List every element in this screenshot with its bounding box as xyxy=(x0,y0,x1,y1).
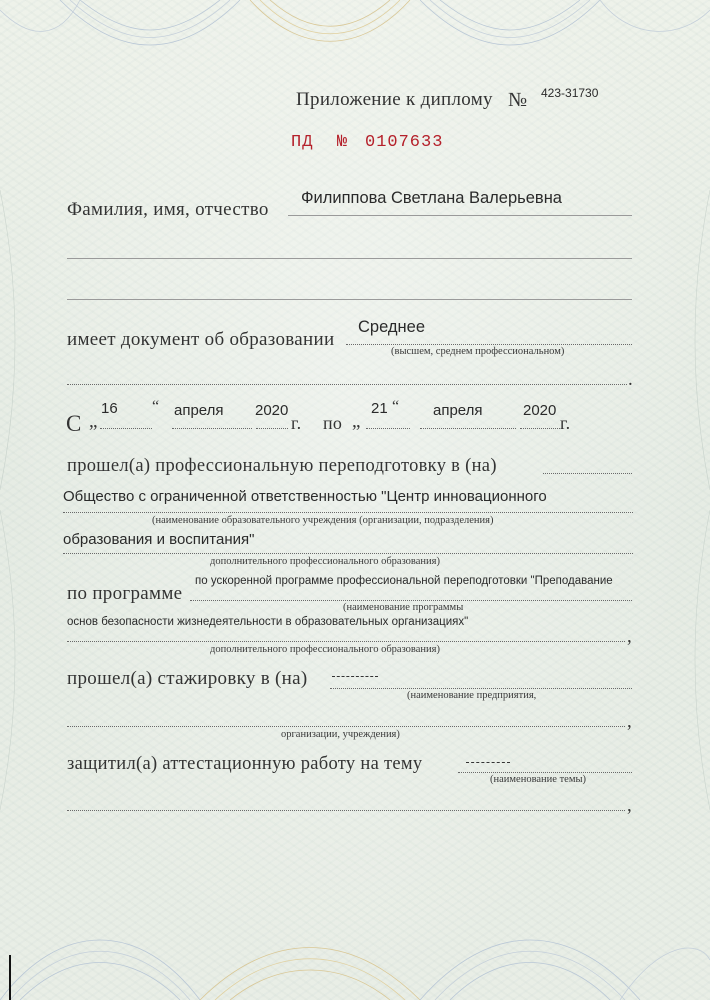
full-name-line-2 xyxy=(67,258,632,259)
full-name-underline xyxy=(288,215,632,216)
full-name-label: Фамилия, имя, отчество xyxy=(67,199,269,220)
date-from-year-underline xyxy=(256,428,288,429)
program-line-2: основ безопасности жизнедеятельности в образовательных организациях" xyxy=(67,616,469,628)
date-to-year: 2020 xyxy=(523,402,557,419)
thesis-trailing-comma: , xyxy=(627,795,633,816)
date-from-day-underline xyxy=(100,428,152,429)
date-from-month-underline xyxy=(172,428,252,429)
serial-label: ПД xyxy=(291,133,314,152)
diploma-number: 423-31730 xyxy=(541,86,599,100)
full-name-value: Филиппова Светлана Валерьевна xyxy=(301,189,562,207)
date-to-month: апреля xyxy=(433,402,483,419)
date-to-day: 21 xyxy=(371,400,388,417)
retraining-org-underline-2 xyxy=(63,553,633,554)
date-from-open-quote: „ xyxy=(89,411,98,432)
date-from-day: 16 xyxy=(101,400,118,417)
date-from-label: С xyxy=(66,411,82,436)
serial-number-sign: № xyxy=(337,133,349,152)
retraining-label: прошел(а) профессиональную переподготовку в (на) xyxy=(67,456,497,476)
date-from-close-quote: “ xyxy=(152,398,160,415)
number-sign: № xyxy=(508,89,528,111)
date-from-year: 2020 xyxy=(255,402,289,419)
thesis-line-2 xyxy=(67,810,625,811)
retraining-underline xyxy=(543,473,632,474)
date-from-month: апреля xyxy=(174,402,224,419)
date-to-open-quote: „ xyxy=(352,411,361,432)
education-period: . xyxy=(628,369,634,390)
education-underline xyxy=(346,344,632,345)
program-underline-1 xyxy=(190,600,632,601)
retraining-org-line-2: образования и воспитания" xyxy=(63,531,255,548)
guilloche-top-decoration xyxy=(0,0,710,90)
retraining-org-underline-1 xyxy=(63,512,633,513)
thesis-empty-dash xyxy=(466,762,510,763)
date-to-day-underline xyxy=(366,428,410,429)
internship-label: прошел(а) стажировку в (на) xyxy=(67,668,308,689)
date-to-year-underline xyxy=(520,428,560,429)
date-from-year-suffix: г. xyxy=(291,413,302,433)
internship-hint-2: организации, учреждения) xyxy=(281,729,400,740)
education-label: имеет документ об образовании xyxy=(67,329,335,350)
internship-underline xyxy=(330,688,632,689)
retraining-org-hint-2: дополнительного профессионального образования) xyxy=(210,556,440,567)
date-to-month-underline xyxy=(420,428,516,429)
date-to-year-suffix: г. xyxy=(560,413,571,433)
guilloche-bottom-decoration xyxy=(0,880,710,1000)
education-hint: (высшем, среднем профессиональном) xyxy=(391,346,565,357)
date-to-close-quote: “ xyxy=(392,398,400,415)
internship-line-2 xyxy=(67,726,625,727)
retraining-org-line-1: Общество с ограниченной ответственностью "Центр инновационного xyxy=(63,488,547,505)
supplement-title: Приложение к диплому xyxy=(296,89,493,110)
thesis-underline xyxy=(458,772,632,773)
thesis-label: защитил(а) аттестационную работу на тему xyxy=(67,754,423,774)
program-hint-2: дополнительного профессионального образования) xyxy=(210,644,440,655)
internship-empty-dash xyxy=(332,676,378,677)
program-hint-1: (наименование программы xyxy=(343,602,464,613)
program-underline-2 xyxy=(67,641,625,642)
full-name-line-3 xyxy=(67,299,632,300)
program-trailing-comma: , xyxy=(627,626,633,647)
program-line-1: по ускоренной программе профессиональной переподготовки "Преподавание xyxy=(195,575,613,587)
thesis-hint: (наименование темы) xyxy=(490,774,587,785)
internship-hint-1: (наименование предприятия, xyxy=(407,690,537,701)
program-label: по программе xyxy=(67,583,183,604)
education-value: Среднее xyxy=(358,318,425,336)
serial-number: 0107633 xyxy=(365,133,444,152)
education-line-2 xyxy=(67,384,627,385)
scan-edge-line xyxy=(9,955,11,1000)
internship-trailing-comma: , xyxy=(627,711,633,732)
retraining-org-hint: (наименование образовательного учреждения (организации, подразделения) xyxy=(152,515,494,526)
date-to-label: по xyxy=(323,413,343,433)
